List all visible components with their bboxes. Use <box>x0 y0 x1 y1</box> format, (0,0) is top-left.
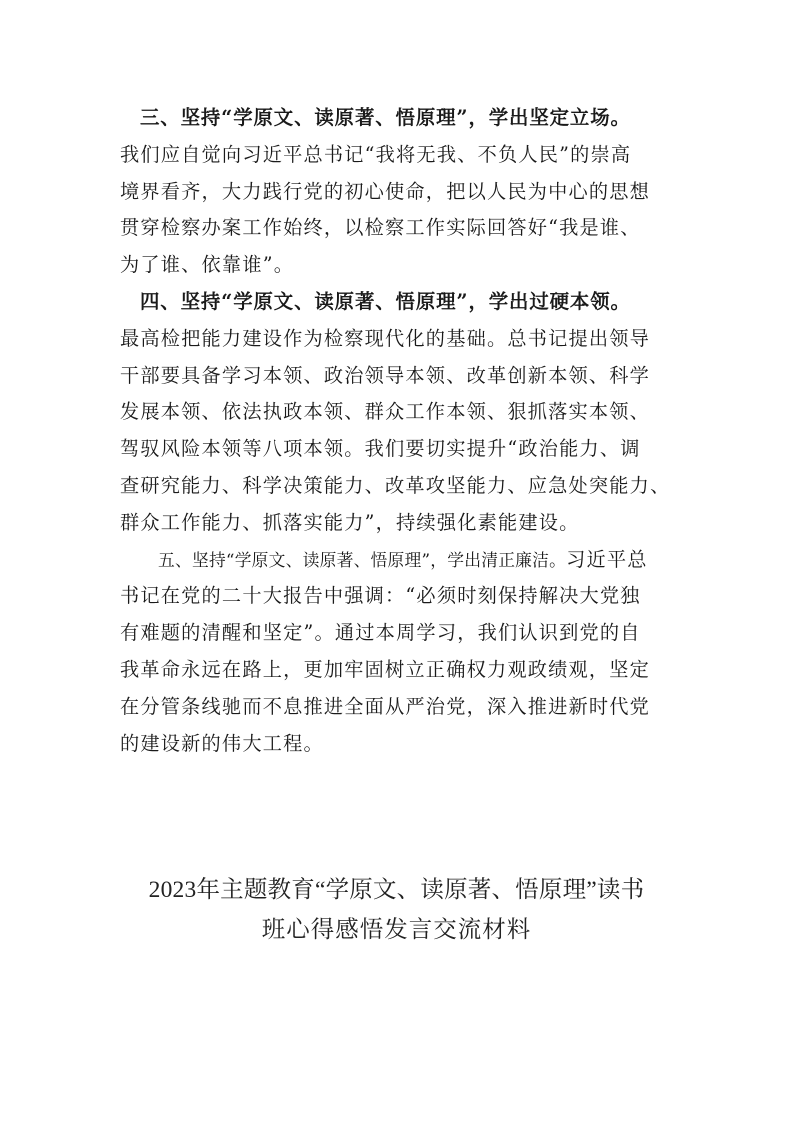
paragraph-line: 贯穿检察办案工作始终，以检察工作实际回答好“我是谁、 <box>120 216 641 240</box>
paragraph-line: 有难题的清醒和坚定”。通过本周学习，我们认识到党的自 <box>120 621 641 645</box>
document-body <box>120 100 676 762</box>
paragraph-line: 最高检把能力建设作为检察现代化的基础。总书记提出领导 <box>120 326 651 350</box>
paragraph-line: 驾驭风险本领等八项本领。我们要切实提升“政治能力、调 <box>120 437 641 461</box>
paragraph-line: 为了谁、依靠谁”。 <box>120 253 295 277</box>
paragraph-lead-text: 习近平总 <box>566 547 648 571</box>
document-title-line-1: 2023年主题教育“学原文、读原著、悟原理”读书 <box>148 877 645 903</box>
paragraph-line: 干部要具备学习本领、政治领导本领、改革创新本领、科学 <box>120 363 651 387</box>
paragraph-line: 群众工作能力、抓落实能力”，持续强化素能建设。 <box>120 510 580 534</box>
paragraph-line: 我们应自觉向习近平总书记“我将无我、不负人民”的崇高 <box>120 142 632 166</box>
paragraph-line: 我革命永远在路上，更加牢固树立正确权力观政绩观，坚定 <box>120 657 651 681</box>
paragraph-line: 境界看齐，大力践行党的初心使命，把以人民为中心的思想 <box>120 179 651 203</box>
section-heading-3: 三、坚持“学原文、读原著、悟原理”，学出坚定立场。 <box>140 106 631 129</box>
section-heading-5-line <box>120 542 676 579</box>
paragraph-line: 发展本领、依法执政本领、群众工作本领、狠抓落实本领、 <box>120 400 651 424</box>
paragraph-line: 查研究能力、科学决策能力、改革攻坚能力、应急处突能力、 <box>120 473 671 497</box>
document-title-line-2: 班心得感悟发言交流材料 <box>261 917 532 943</box>
paragraph-line: 书记在党的二十大报告中强调：“必须时刻保持解决大党独 <box>120 584 641 608</box>
paragraph-line: 在分管条线驰而不息推进全面从严治党，深入推进新时代党 <box>120 694 651 718</box>
section-heading-4: 四、坚持“学原文、读原著、悟原理”，学出过硬本领。 <box>140 289 631 313</box>
section-heading-5: 五、坚持“学原文、读原著、悟原理”，学出清正廉洁。 <box>158 549 567 570</box>
paragraph-line: 的建设新的伟大工程。 <box>120 731 324 755</box>
